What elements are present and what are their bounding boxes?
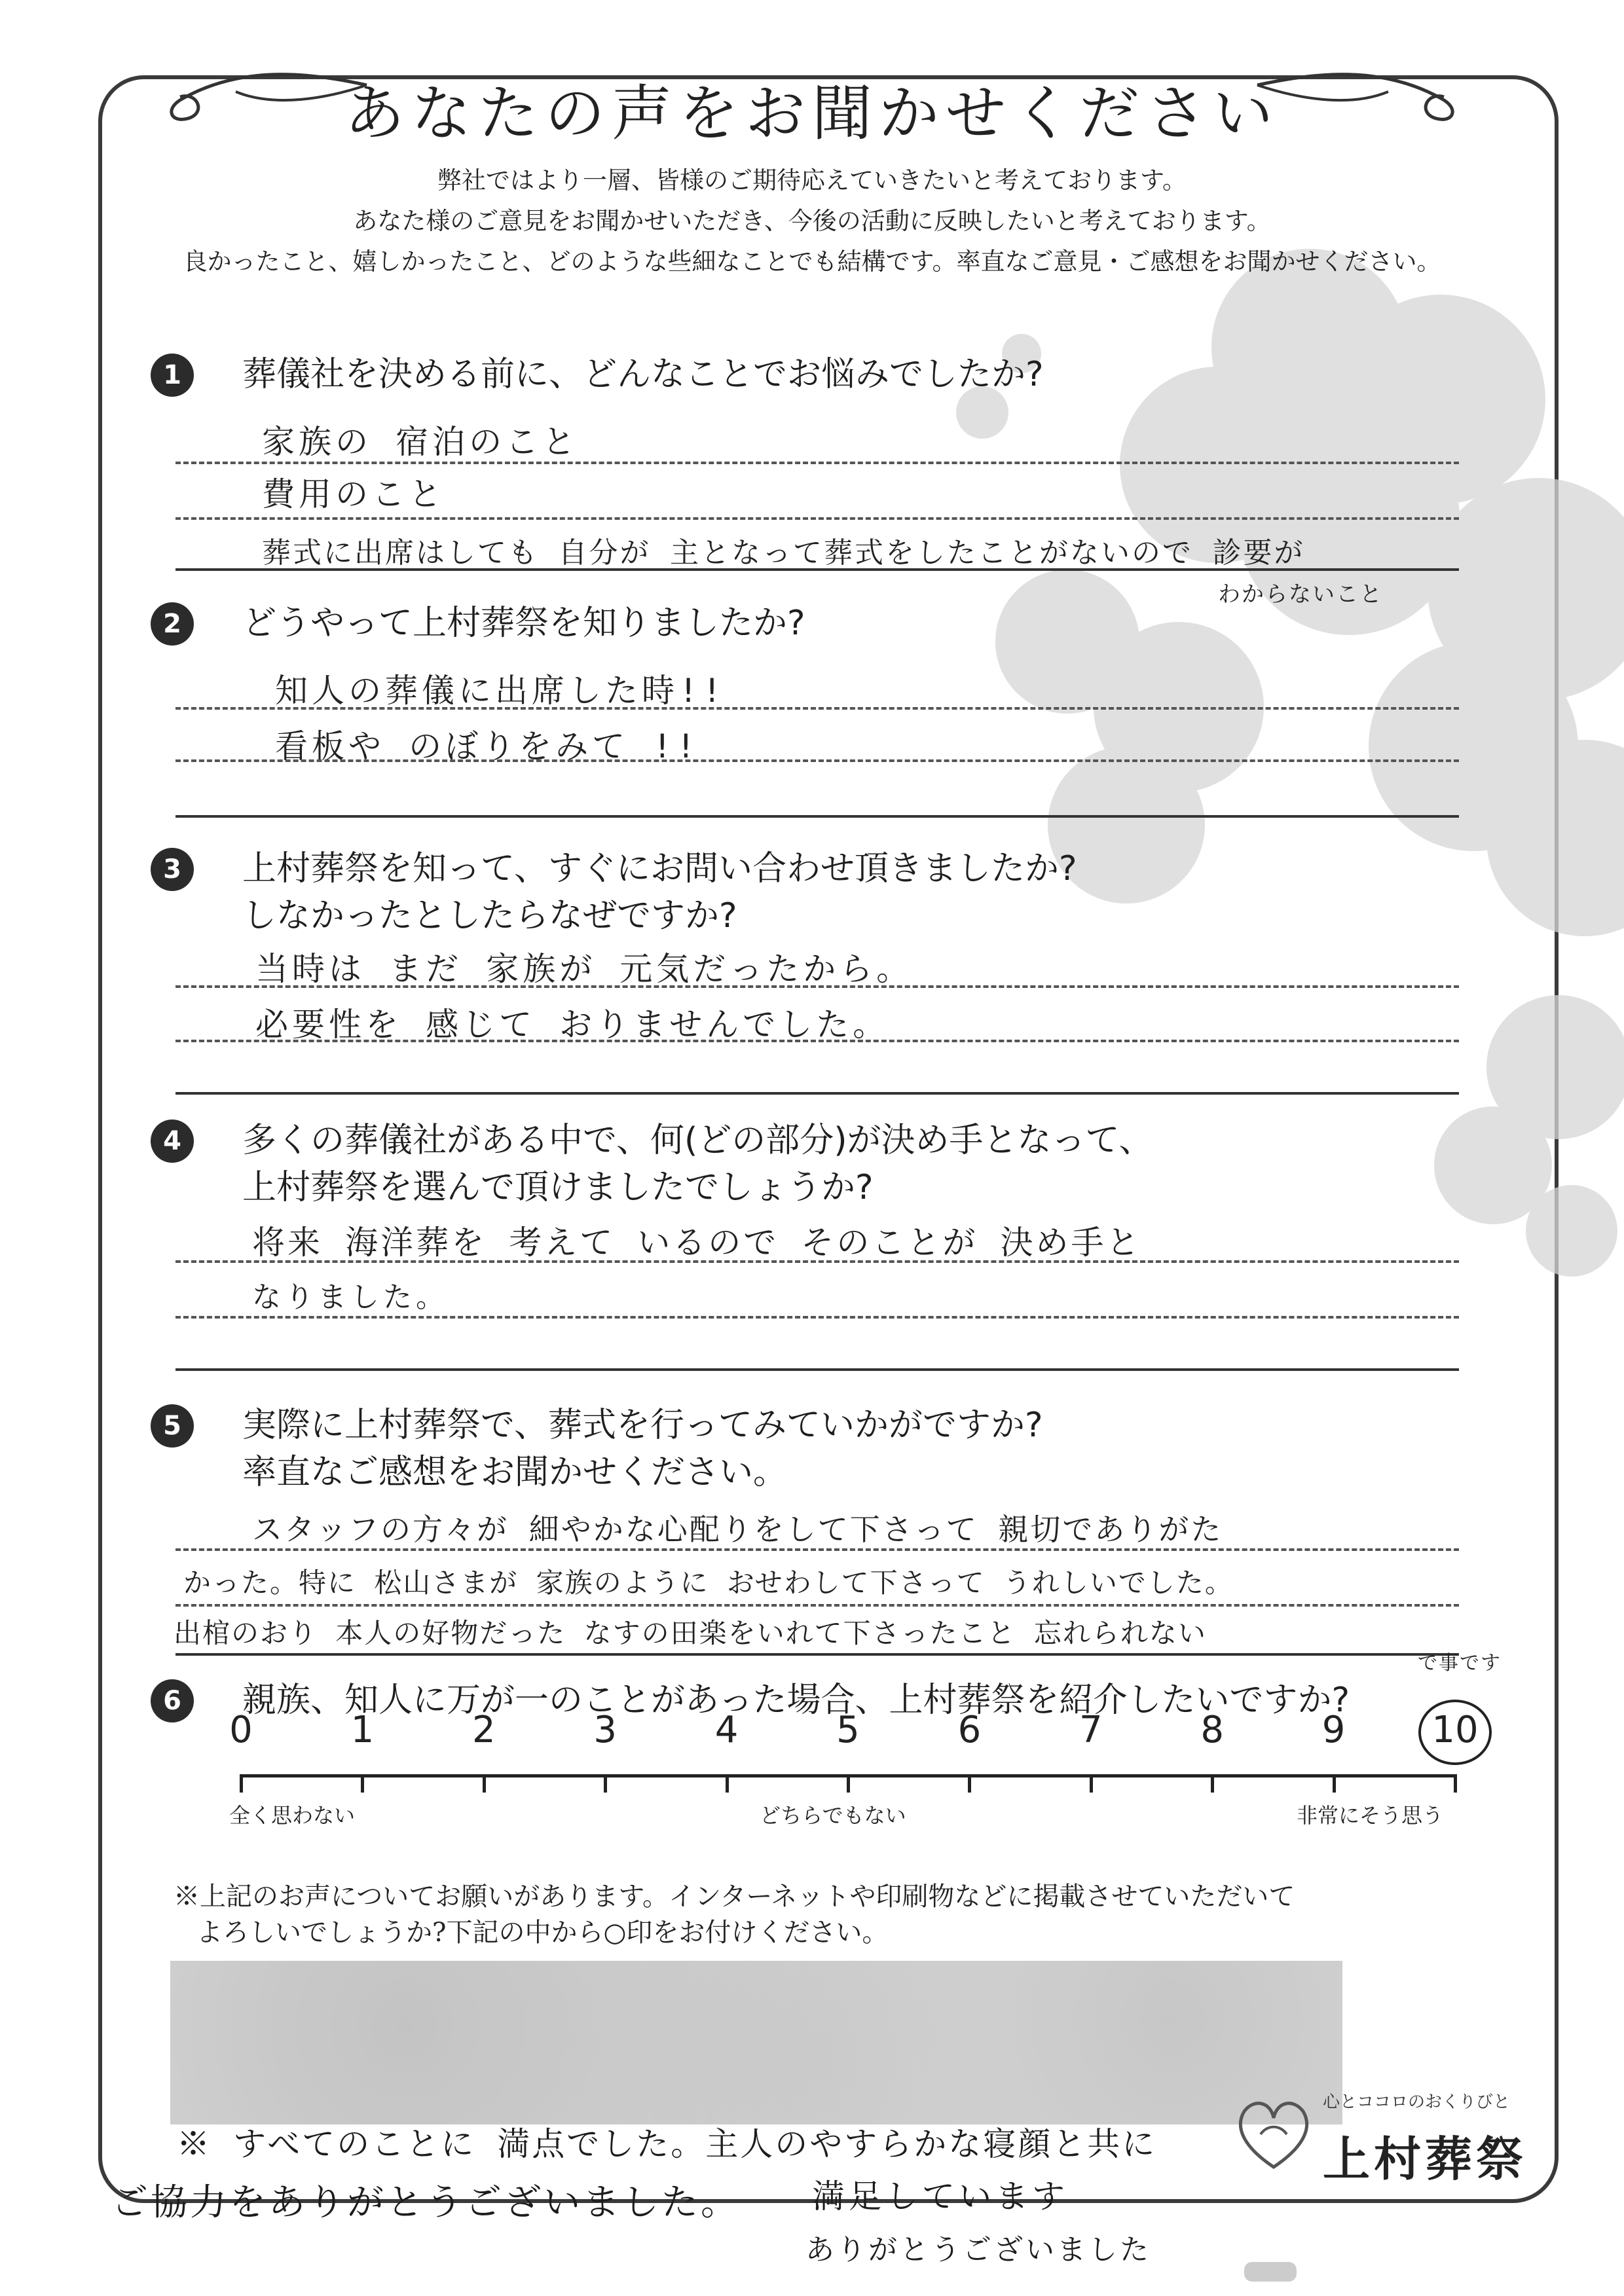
answer-line: 当時は まだ 家族が 元気だったから。 [255,950,913,988]
scale-tick [604,1774,607,1793]
scale-tick [361,1774,364,1793]
clover-background-icon [851,249,1624,1362]
scale-tick [1333,1774,1336,1793]
scale-tick [968,1774,971,1793]
answer-line: かった。特に 松山さまが 家族のように おせわして下さって うれしいでした。 [183,1567,1234,1599]
answer-rule [175,1040,1459,1042]
answer-line: で事です [1418,1652,1502,1675]
question-text: 上村葬祭を知って、すぐにお問い合わせ頂きましたか? [242,849,1077,888]
scale-tick [726,1774,729,1793]
answer-rule [175,1260,1459,1263]
section-divider [175,568,1459,571]
answer-rule [175,985,1459,988]
answer-rule [175,707,1459,710]
redacted-area [170,1961,1342,2124]
scale-number: 9 [1321,1709,1346,1751]
ink-mark [1244,2262,1297,2282]
scale-number: 7 [1079,1709,1103,1751]
scale-number: 8 [1200,1709,1224,1751]
intro-text [0,160,1624,282]
question-number: 6 [151,1679,194,1722]
answer-line: 看板や のぼりをみて !! [275,727,700,765]
answer-rule [175,1316,1459,1319]
closing-thanks: ご協力をありがとうございました。 [111,2181,740,2224]
section-divider [175,1092,1459,1095]
question-text: 葬儀社を決める前に、どんなことでお悩みでしたか? [242,355,1044,394]
closing-line: ありがとうございました [805,2233,1151,2267]
question-text: 率直なご感想をお聞かせください。 [242,1453,788,1492]
question-text: 上村葬祭を選んで頂けましたでしょうか? [242,1168,874,1207]
section-divider [175,815,1459,818]
intro-line: あなた様のご意見をお聞かせいただき、今後の活動に反映したいと考えております。 [353,207,1271,235]
question-number: 2 [151,602,194,646]
section-divider [175,1653,1459,1656]
answer-rule [175,462,1459,464]
scale-tick [240,1774,243,1793]
scale-tick [1454,1774,1457,1793]
answer-line: 葬式に出席はしても 自分が 主となって葬式をしたことがないので 診要が [262,536,1305,570]
answer-rule [175,759,1459,762]
scale-label-high: 非常にそう思う [1297,1803,1444,1828]
scale-tick [1090,1774,1093,1793]
scale-label-low: 全く思わない [229,1803,356,1828]
question-number: 5 [151,1404,194,1448]
answer-rule [175,1548,1459,1551]
brand-tagline: 心とココロのおくりびと [1323,2092,1511,2112]
answer-line: 出棺のおり 本人の好物だった なすの田楽をいれて下さったこと 忘れられない [174,1617,1207,1649]
question-text: 実際に上村葬祭で、葬式を行ってみていかがですか? [242,1406,1043,1445]
answer-line: 将来 海洋葬を 考えて いるので そのことが 決め手と [252,1224,1142,1262]
publication-note: ※上記のお声についてお願いがあります。インターネットや印刷物などに掲載させていただいて [174,1882,1295,1912]
closing-line: 満足しています [812,2178,1069,2215]
closing-line: ※ すべてのことに 満点でした。主人のやすらかな寝顔と共に [177,2125,1157,2163]
answer-line: 家族の 宿泊のこと [262,423,580,461]
answer-line: 必要性を 感じて おりませんでした。 [255,1006,890,1044]
heart-logo-icon [1231,2095,1316,2174]
answer-line: スタッフの方々が 細やかな心配りをして下さって 親切でありがた [252,1512,1223,1547]
scale-number: 5 [836,1709,860,1751]
scale-number: 2 [471,1709,496,1751]
scale-tick [483,1774,486,1793]
intro-line: 良かったこと、嬉しかったこと、どのような些細なことでも結構です。率直なご意見・ご感想をお聞かせください。 [183,247,1441,276]
answer-line: わからないこと [1218,581,1383,608]
page-title: あなたの声をお聞かせください [344,79,1280,149]
scale-label-mid: どちらでもない [760,1803,906,1828]
scale-number: 6 [957,1709,982,1751]
scale-number: 0 [229,1709,253,1751]
answer-line: 費用のこと [262,475,445,513]
answer-line: なりました。 [252,1281,449,1314]
scale-tick [847,1774,850,1793]
question-number: 1 [151,354,194,397]
intro-line: 弊社ではより一層、皆様のご期待応えていきたいと考えております。 [437,166,1187,194]
question-text: しなかったとしたらなぜですか? [242,896,737,936]
scale-number: 4 [714,1709,739,1751]
publication-note: よろしいでしょうか?下記の中から○印をお付けください。 [196,1918,889,1948]
question-number: 4 [151,1120,194,1163]
scale-number: 1 [350,1709,375,1751]
scale-number: 10 [1431,1709,1479,1751]
scale-number: 3 [593,1709,617,1751]
selected-rating-circle [1418,1700,1492,1765]
section-divider [175,1368,1459,1371]
question-text: 多くの葬儀社がある中で、何(どの部分)が決め手となって、 [242,1121,1153,1160]
answer-rule [175,1604,1459,1607]
question-text: 親族、知人に万が一のことがあった場合、上村葬祭を紹介したいですか? [242,1681,1350,1720]
question-text: どうやって上村葬祭を知りましたか? [242,604,805,643]
answer-line: 知人の葬儀に出席した時!! [275,672,726,710]
answer-rule [175,517,1459,520]
scale-tick [1211,1774,1214,1793]
brand-name: 上村葬祭 [1323,2131,1528,2187]
question-number: 3 [151,848,194,891]
